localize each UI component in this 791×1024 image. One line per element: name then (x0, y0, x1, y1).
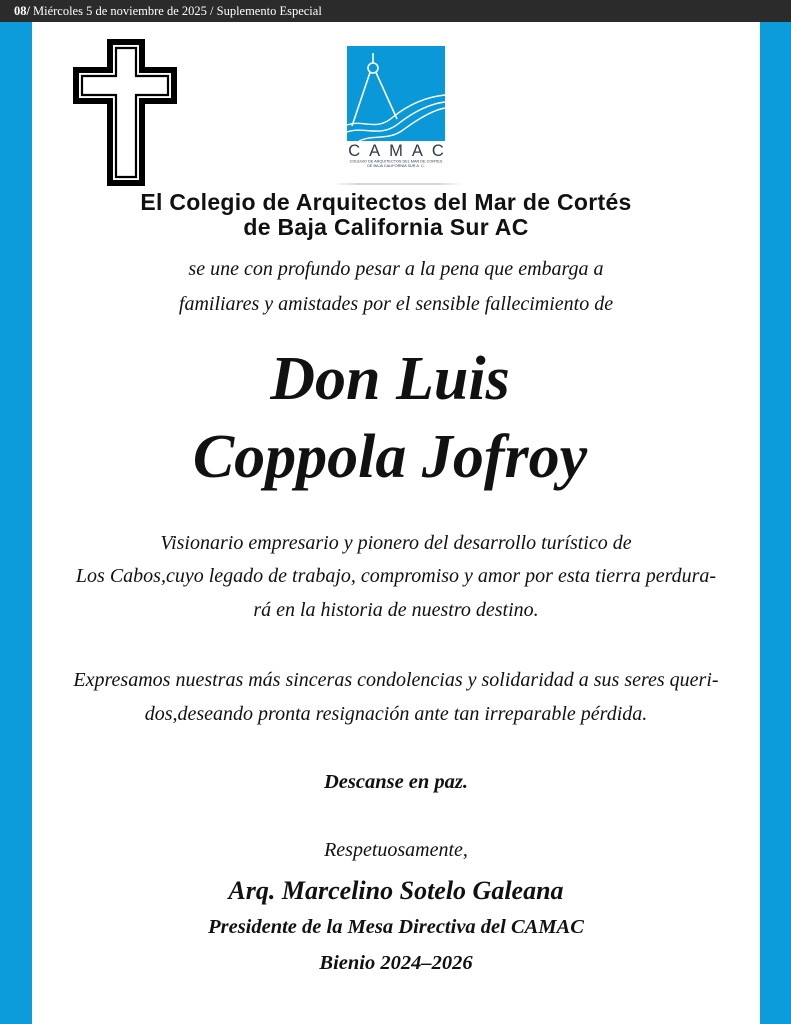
signatory-title: Presidente de la Mesa Directiva del CAMAC (208, 916, 584, 938)
condolences-line: dos,deseando pronta resignación ante tan irreparable pérdida. (144, 703, 648, 725)
salutation: Respetuosamente, (324, 839, 468, 861)
page-header-bar (0, 0, 791, 22)
latin-cross-icon (73, 39, 177, 186)
logo-subtitle (321, 159, 471, 168)
organization-line: El Colegio de Arquitectos del Mar de Cortés (140, 189, 632, 215)
logo-subtitle-line: DE BAJA CALIFORNIA SUR A. C. (367, 163, 425, 168)
tribute-line: Visionario empresario y pionero del desarrollo turístico de (160, 532, 632, 554)
date-section: Miércoles 5 de noviembre de 2025 / Suplemento Especial (32, 4, 322, 18)
deceased-name-line: Coppola Jofroy (192, 423, 588, 491)
page-number: 08/ (14, 4, 30, 18)
organization-line: de Baja California Sur AC (243, 214, 529, 240)
logo-acronym: CAMAC (348, 142, 453, 160)
logo-divider (333, 183, 463, 185)
condolences-line: Expresamos nuestras más sinceras condolencias y solidaridad a sus seres queri- (73, 669, 719, 691)
deceased-name-line: Don Luis (270, 345, 510, 413)
header-text (14, 0, 322, 22)
tribute-line: rá en la historia de nuestro destino. (253, 599, 539, 621)
left-blue-strip (0, 22, 32, 1024)
logo-subtitle-line: COLEGIO DE ARQUITECTOS DEL MAR DE CORTES (349, 159, 443, 164)
tribute-line: Los Cabos,cuyo legado de trabajo, compromiso y amor por esta tierra perdura- (75, 565, 717, 587)
intro-line: se une con profundo pesar a la pena que embarga a (188, 258, 604, 280)
compass-icon (347, 46, 445, 141)
right-blue-strip (760, 22, 791, 1024)
signatory-term: Bienio 2024–2026 (319, 952, 473, 974)
intro-line: familiares y amistades por el sensible fallecimiento de (178, 293, 614, 315)
signatory-name: Arq. Marcelino Sotelo Galeana (228, 876, 564, 905)
closing-line: Descanse en paz. (323, 771, 469, 793)
